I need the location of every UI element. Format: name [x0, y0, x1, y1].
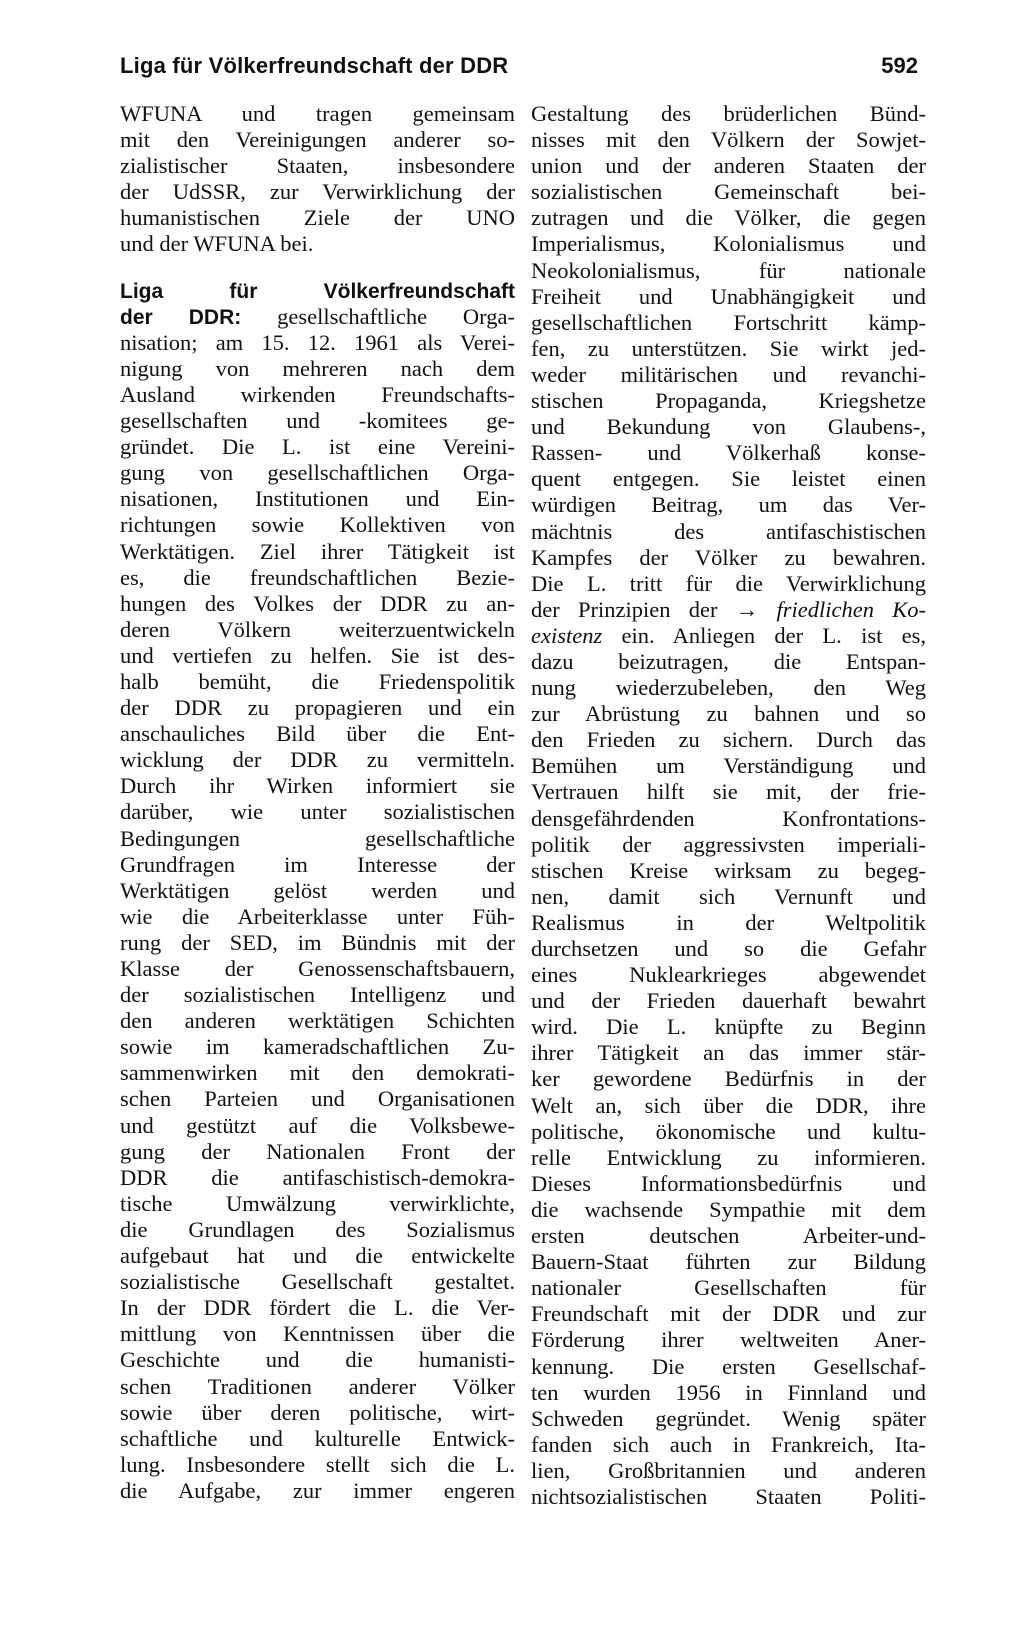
text-line: Bedingungen gesellschaftliche — [120, 825, 515, 851]
text-line: Die L. tritt für die Verwirklichung — [531, 570, 926, 596]
paragraph-gap — [120, 258, 515, 278]
text-line: und gestützt auf die Volksbewe- — [120, 1112, 515, 1138]
text-line: der UdSSR, zur Verwirklichung der — [120, 179, 515, 205]
text-line: Welt an, sich über die DDR, ihre — [531, 1092, 926, 1118]
cross-reference-line-2 — [531, 623, 926, 649]
text-line: wie die Arbeiterklasse unter Füh- — [120, 903, 515, 929]
text-line: Gestaltung des brüderlichen Bünd- — [531, 101, 926, 126]
text-line: und der Frieden dauerhaft bewahrt — [531, 988, 926, 1014]
text-line: gesellschaften und -komitees ge- — [120, 408, 515, 434]
text-line: Bemühen um Verständigung und — [531, 753, 926, 779]
text-line: ersten deutschen Arbeiter-und- — [531, 1223, 926, 1249]
text-line: hungen des Volkes der DDR zu an- — [120, 590, 515, 616]
text-line: Klasse der Genossenschaftsbauern, — [120, 956, 515, 981]
text-line: schen Parteien und Organisationen — [120, 1086, 515, 1112]
intro-paragraph — [120, 101, 515, 258]
text-line: Kampfes der Völker zu bewahren. — [531, 544, 926, 570]
text-line: stischen Propaganda, Kriegshetze — [531, 388, 926, 414]
text-line: In der DDR fördert die L. die Ver- — [120, 1295, 515, 1321]
text-line: würdigen Beitrag, um das Ver- — [531, 492, 926, 518]
text-line: zutragen und die Völker, die gegen — [531, 205, 926, 231]
page-header — [120, 50, 918, 82]
text-line: den anderen werktätigen Schichten — [120, 1008, 515, 1034]
text-line: zur Abrüstung zu bahnen und so — [531, 701, 926, 727]
text-line: relle Entwicklung zu informieren. — [531, 1144, 926, 1170]
entry-body-right-part2 — [531, 649, 926, 1510]
text-line: nisationen, Institutionen und Ein- — [120, 486, 515, 512]
text-line: halb bemüht, die Friedenspolitik — [120, 668, 515, 694]
reference-tail-text: ein. Anliegen der L. ist es, — [602, 622, 926, 648]
text-line: politik der aggressivsten imperiali- — [531, 831, 926, 857]
text-line: nichtsozialistischen Staaten Politi- — [531, 1483, 926, 1509]
text-line: der sozialistischen Intelligenz und — [120, 982, 515, 1008]
text-line: durchsetzen und so die Gefahr — [531, 936, 926, 961]
entry-body-right-part1 — [531, 101, 926, 597]
text-line: humanistischen Ziele der UNO — [120, 205, 515, 231]
text-line: sowie über deren politische, wirt- — [120, 1399, 515, 1425]
entry-headword-line — [120, 278, 515, 304]
running-title: Liga für Völkerfreundschaft der DDR — [120, 53, 509, 78]
entry-headword: Liga für Völkerfreundschaft — [120, 279, 515, 303]
text-line: es, die freundschaftlichen Bezie- — [120, 564, 515, 590]
page-number: 592 — [881, 53, 918, 78]
text-line: nisation; am 15. 12. 1961 als Verei- — [120, 329, 515, 355]
text-line: sammenwirken mit den demokrati- — [120, 1060, 515, 1086]
text-line: DDR die antifaschistisch-demokra- — [120, 1164, 515, 1190]
text-line: nigung von mehreren nach dem — [120, 355, 515, 381]
left-column — [120, 101, 515, 1504]
text-line: Imperialismus, Kolonialismus und — [531, 231, 926, 257]
entry-liga-paragraph — [120, 278, 515, 1504]
text-line: die Aufgabe, zur immer engeren — [120, 1477, 515, 1503]
text-line: eines Nuklearkrieges abgewendet — [531, 962, 926, 988]
text-line: Neokolonialismus, für nationale — [531, 257, 926, 283]
text-line: rung der SED, im Bündnis mit der — [120, 929, 515, 955]
text-line: weder militärischen und revanchi- — [531, 361, 926, 387]
text-line: gründet. Die L. ist eine Vereini- — [120, 434, 515, 460]
entry-first-line — [120, 304, 515, 330]
text-line: Freundschaft mit der DDR und zur — [531, 1301, 926, 1327]
text-line: die Grundlagen des Sozialismus — [120, 1216, 515, 1242]
text-line: die wachsende Sympathie mit dem — [531, 1196, 926, 1222]
text-line: kennung. Die ersten Gesellschaf- — [531, 1353, 926, 1379]
text-line: sozialistische Gesellschaft gestaltet. — [120, 1269, 515, 1295]
cross-reference-link[interactable]: → friedlichen Ko- — [735, 596, 926, 622]
text-line: wird. Die L. knüpfte zu Beginn — [531, 1014, 926, 1040]
text-line: stischen Kreise wirksam zu begeg- — [531, 857, 926, 883]
text-line: deren Völkern weiterzuentwickeln — [120, 616, 515, 642]
text-line: mittlung von Kenntnissen über die — [120, 1321, 515, 1347]
text-line: und Bekundung von Glaubens-, — [531, 414, 926, 440]
text-line: Förderung ihrer weltweiten Aner- — [531, 1327, 926, 1353]
text-line: Ausland wirkenden Freundschafts- — [120, 381, 515, 407]
text-line: dazu beizutragen, die Entspan- — [531, 648, 926, 674]
text-line: mächtnis des antifaschistischen — [531, 518, 926, 544]
text-line: Dieses Informationsbedürfnis und — [531, 1170, 926, 1196]
reference-lead-text: der Prinzipien der — [531, 596, 736, 622]
text-line: darüber, wie unter sozialistischen — [120, 799, 515, 825]
cross-reference-line — [531, 597, 926, 623]
right-column — [531, 101, 926, 1510]
text-line: ten wurden 1956 in Finnland und — [531, 1379, 926, 1405]
text-line: Schweden gegründet. Wenig später — [531, 1405, 926, 1431]
text-line: politische, ökonomische und kultu- — [531, 1118, 926, 1144]
text-line: nen, damit sich Vernunft und — [531, 883, 926, 909]
text-line: Freiheit und Unabhängigkeit und — [531, 283, 926, 309]
text-line: nationaler Gesellschaften für — [531, 1275, 926, 1301]
text-line: lung. Insbesondere stellt sich die L. — [120, 1451, 515, 1477]
text-line: und der WFUNA bei. — [120, 231, 314, 257]
entry-body-left — [120, 330, 515, 1504]
entry-definition-start: gesellschaftliche Orga- — [241, 303, 515, 329]
text-line: densgefährdenden Konfrontations- — [531, 805, 926, 831]
text-line: fanden sich auch in Frankreich, Ita- — [531, 1431, 926, 1457]
text-line: quent entgegen. Sie leistet einen — [531, 466, 926, 492]
text-line: gung der Nationalen Front der — [120, 1138, 515, 1164]
text-line: mit den Vereinigungen anderer so- — [120, 127, 515, 153]
text-line: wicklung der DDR zu vermitteln. — [120, 747, 515, 773]
text-line: Vertrauen hilft sie mit, der frie- — [531, 779, 926, 805]
text-line: WFUNA und tragen gemeinsam — [120, 101, 515, 126]
text-line: nisses mit den Völkern der Sowjet- — [531, 127, 926, 153]
text-line: lien, Großbritannien und anderen — [531, 1457, 926, 1483]
text-line: aufgebaut hat und die entwickelte — [120, 1243, 515, 1269]
text-line: Werktätigen. Ziel ihrer Tätigkeit ist — [120, 538, 515, 564]
text-line: Geschichte und die humanisti- — [120, 1347, 515, 1373]
text-line: ihrer Tätigkeit an das immer stär- — [531, 1040, 926, 1066]
text-line: sozialistischen Gemeinschaft bei- — [531, 179, 926, 205]
text-line: den Frieden zu sichern. Durch das — [531, 727, 926, 753]
text-line: sowie im kameradschaftlichen Zu- — [120, 1034, 515, 1060]
text-line: anschauliches Bild über die Ent- — [120, 721, 515, 747]
text-line: gung von gesellschaftlichen Orga- — [120, 460, 515, 486]
text-line: richtungen sowie Kollektiven von — [120, 512, 515, 538]
text-line: Bauern-Staat führten zur Bildung — [531, 1249, 926, 1275]
text-line: schen Traditionen anderer Völker — [120, 1373, 515, 1399]
text-line: ker gewordene Bedürfnis in der — [531, 1066, 926, 1092]
text-line: der DDR zu propagieren und ein — [120, 695, 515, 721]
text-line: und vertiefen zu helfen. Sie ist des- — [120, 642, 515, 668]
text-line: union und der anderen Staaten der — [531, 153, 926, 179]
text-line: Rassen- und Völkerhaß konse- — [531, 440, 926, 466]
text-line: Realismus in der Weltpolitik — [531, 909, 926, 935]
text-line: Grundfragen im Interesse der — [120, 851, 515, 877]
text-line: zialistischer Staaten, insbesondere — [120, 153, 515, 179]
text-line: tische Umwälzung verwirklichte, — [120, 1190, 515, 1216]
text-line: schaftliche und kulturelle Entwick- — [120, 1425, 515, 1451]
text-line: Werktätigen gelöst werden und — [120, 877, 515, 903]
cross-reference-link-cont[interactable]: existenz — [531, 622, 603, 648]
entry-headword-end: der DDR: — [120, 305, 242, 329]
text-line: nung wiederzubeleben, den Weg — [531, 675, 926, 701]
text-line: Durch ihr Wirken informiert sie — [120, 773, 515, 799]
text-line: gesellschaftlichen Fortschritt kämp- — [531, 309, 926, 335]
text-line: fen, zu unterstützen. Sie wirkt jed- — [531, 335, 926, 361]
